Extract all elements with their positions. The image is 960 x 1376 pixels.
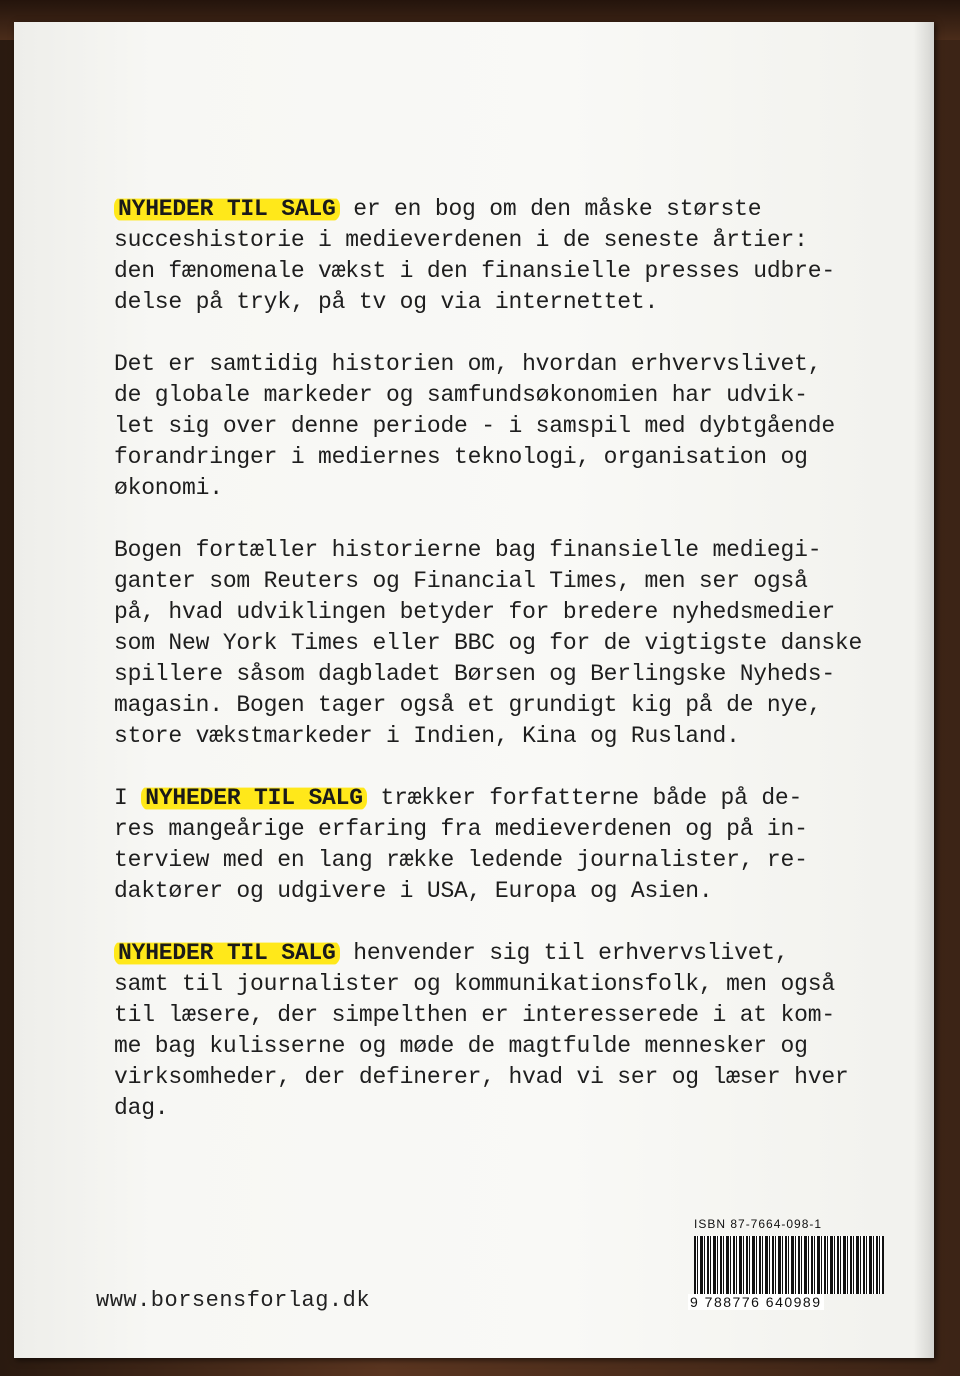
paragraph-gap xyxy=(114,752,894,783)
text-line: dag. xyxy=(114,1095,169,1121)
publisher-url: www.borsensforlag.dk xyxy=(96,1288,371,1313)
blurb-paragraph xyxy=(114,535,894,752)
blurb-paragraph xyxy=(114,349,894,504)
text-line: ganter som Reuters og Financial Times, men ser også xyxy=(114,568,808,594)
blurb-text xyxy=(114,194,894,1124)
paragraph-gap xyxy=(114,504,894,535)
text-line: økonomi. xyxy=(114,475,223,501)
blurb-paragraph xyxy=(114,938,894,1124)
text-line: me bag kulisserne og møde de magtfulde mennesker og xyxy=(114,1033,808,1059)
highlighted-title: NYHEDER TIL SALG xyxy=(114,940,340,966)
text-line: forandringer i mediernes teknologi, organisation og xyxy=(114,444,808,470)
blurb-paragraph xyxy=(114,194,894,318)
text-line xyxy=(114,783,894,814)
highlighted-title: NYHEDER TIL SALG xyxy=(114,196,340,222)
text-line: store vækstmarkeder i Indien, Kina og Rusland. xyxy=(114,723,740,749)
text-line: spillere såsom dagbladet Børsen og Berlingske Nyheds- xyxy=(114,661,835,687)
text-line: virksomheder, der definerer, hvad vi ser og læser hver xyxy=(114,1064,849,1090)
text-fragment: er en bog om den måske største xyxy=(339,196,762,222)
text-line: magasin. Bogen tager også et grundigt kig på de nye, xyxy=(114,692,822,718)
paragraph-gap xyxy=(114,318,894,349)
text-line: samt til journalister og kommunikationsfolk, men også xyxy=(114,971,835,997)
text-line: res mangeårige erfaring fra medieverdenen og på in- xyxy=(114,816,808,842)
barcode-image xyxy=(694,1236,884,1294)
text-line: til læsere, der simpelthen er interesserede i at kom- xyxy=(114,1002,835,1028)
text-line: de globale markeder og samfundsøkonomien har udvik- xyxy=(114,382,808,408)
cover-edge-shadow xyxy=(914,22,934,1358)
text-line: terview med en lang række ledende journalister, re- xyxy=(114,847,808,873)
text-line: Bogen fortæller historierne bag finansielle mediegi- xyxy=(114,537,822,563)
paragraph-gap xyxy=(114,907,894,938)
text-line: let sig over denne periode - i samspil med dybtgående xyxy=(114,413,835,439)
text-fragment: trækker forfatterne både på de- xyxy=(366,785,803,811)
text-line xyxy=(114,194,894,225)
text-line: som New York Times eller BBC og for de vigtigste danske xyxy=(114,630,863,656)
highlighted-title: NYHEDER TIL SALG xyxy=(141,785,367,811)
isbn-label: ISBN 87-7664-098-1 xyxy=(694,1217,823,1231)
text-line: den fænomenale vækst i den finansielle presses udbre- xyxy=(114,258,835,284)
text-line: daktører og udgivere i USA, Europa og Asien. xyxy=(114,878,713,904)
blurb-paragraph xyxy=(114,783,894,907)
text-line xyxy=(114,938,894,969)
text-line: Det er samtidig historien om, hvordan erhvervslivet, xyxy=(114,351,822,377)
book-back-cover xyxy=(14,22,934,1358)
text-line: delse på tryk, på tv og via internettet. xyxy=(114,289,659,315)
text-line: på, hvad udviklingen betyder for bredere nyhedsmedier xyxy=(114,599,835,625)
text-fragment: henvender sig til erhvervslivet, xyxy=(339,940,789,966)
isbn-barcode-block xyxy=(688,1214,888,1314)
text-line: succeshistorie i medieverdenen i de seneste årtier: xyxy=(114,227,808,253)
text-fragment: I xyxy=(114,785,142,811)
barcode-number: 9 788776 640989 xyxy=(690,1294,822,1310)
